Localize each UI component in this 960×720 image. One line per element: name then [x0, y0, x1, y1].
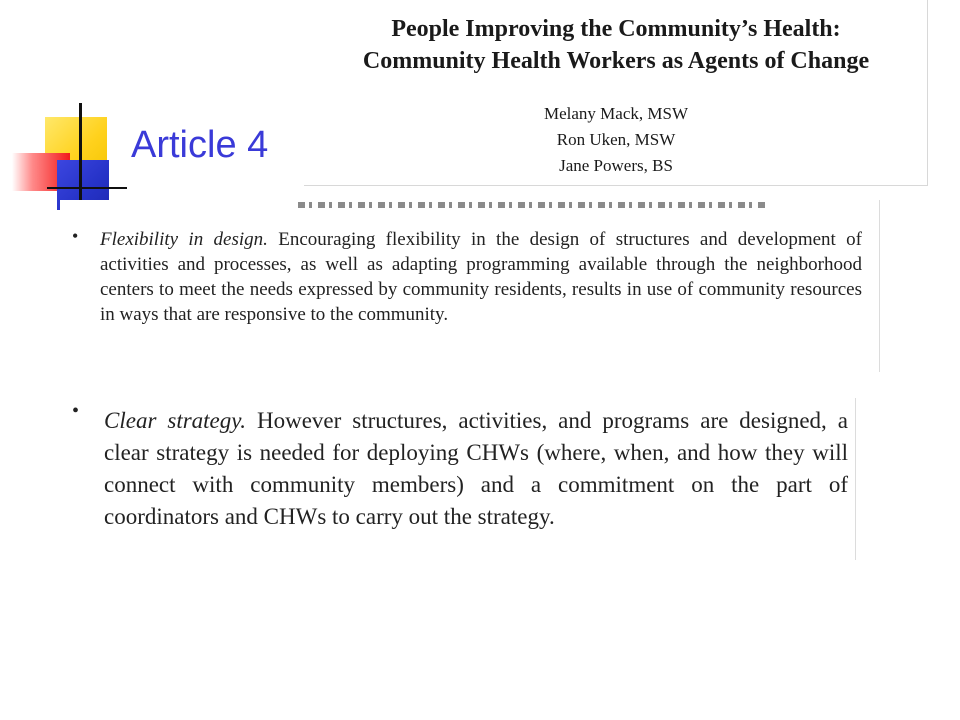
excerpt-flexibility-lead: Flexibility in design.	[100, 229, 268, 250]
article-header-image	[304, 0, 928, 186]
excerpt-flexibility-paragraph	[100, 227, 862, 327]
excerpt-flexibility-image	[60, 200, 880, 372]
cropped-text-line	[298, 200, 768, 214]
excerpt-strategy-body: However structures, activities, and programs are designed, a clear strategy is needed for deploying CHWs (where, when, and how they will connect with community members) and a commitment on the part of coordinators and CHWs to carry out the strategy.	[104, 408, 849, 529]
article-title-line-1: People Improving the Community’s Health:	[391, 16, 841, 42]
excerpt-strategy-lead: Clear strategy.	[104, 408, 246, 433]
excerpt-flexibility-body: Encouraging flexibility in the design of structures and development of activities and processes, as well as adapting programming available through the neighborhood centers to meet the needs expressed by community residents, results in use of community resources in ways that are responsive to the community.	[100, 229, 863, 325]
bullet: •	[72, 400, 80, 422]
article-title-line-2: Community Health Workers as Agents of Change	[362, 48, 870, 74]
ornament-horizontal-line	[47, 187, 127, 189]
excerpt-strategy-paragraph	[104, 405, 848, 533]
slide-title: Article 4	[131, 124, 269, 166]
slide-ornament	[0, 0, 130, 220]
ornament-vertical-line	[79, 103, 82, 215]
author-1: Melany Mack, MSW	[543, 104, 688, 123]
author-3: Jane Powers, BS	[559, 156, 673, 175]
bullet: •	[72, 226, 79, 246]
author-2: Ron Uken, MSW	[556, 130, 676, 149]
excerpt-strategy-image	[60, 398, 856, 560]
